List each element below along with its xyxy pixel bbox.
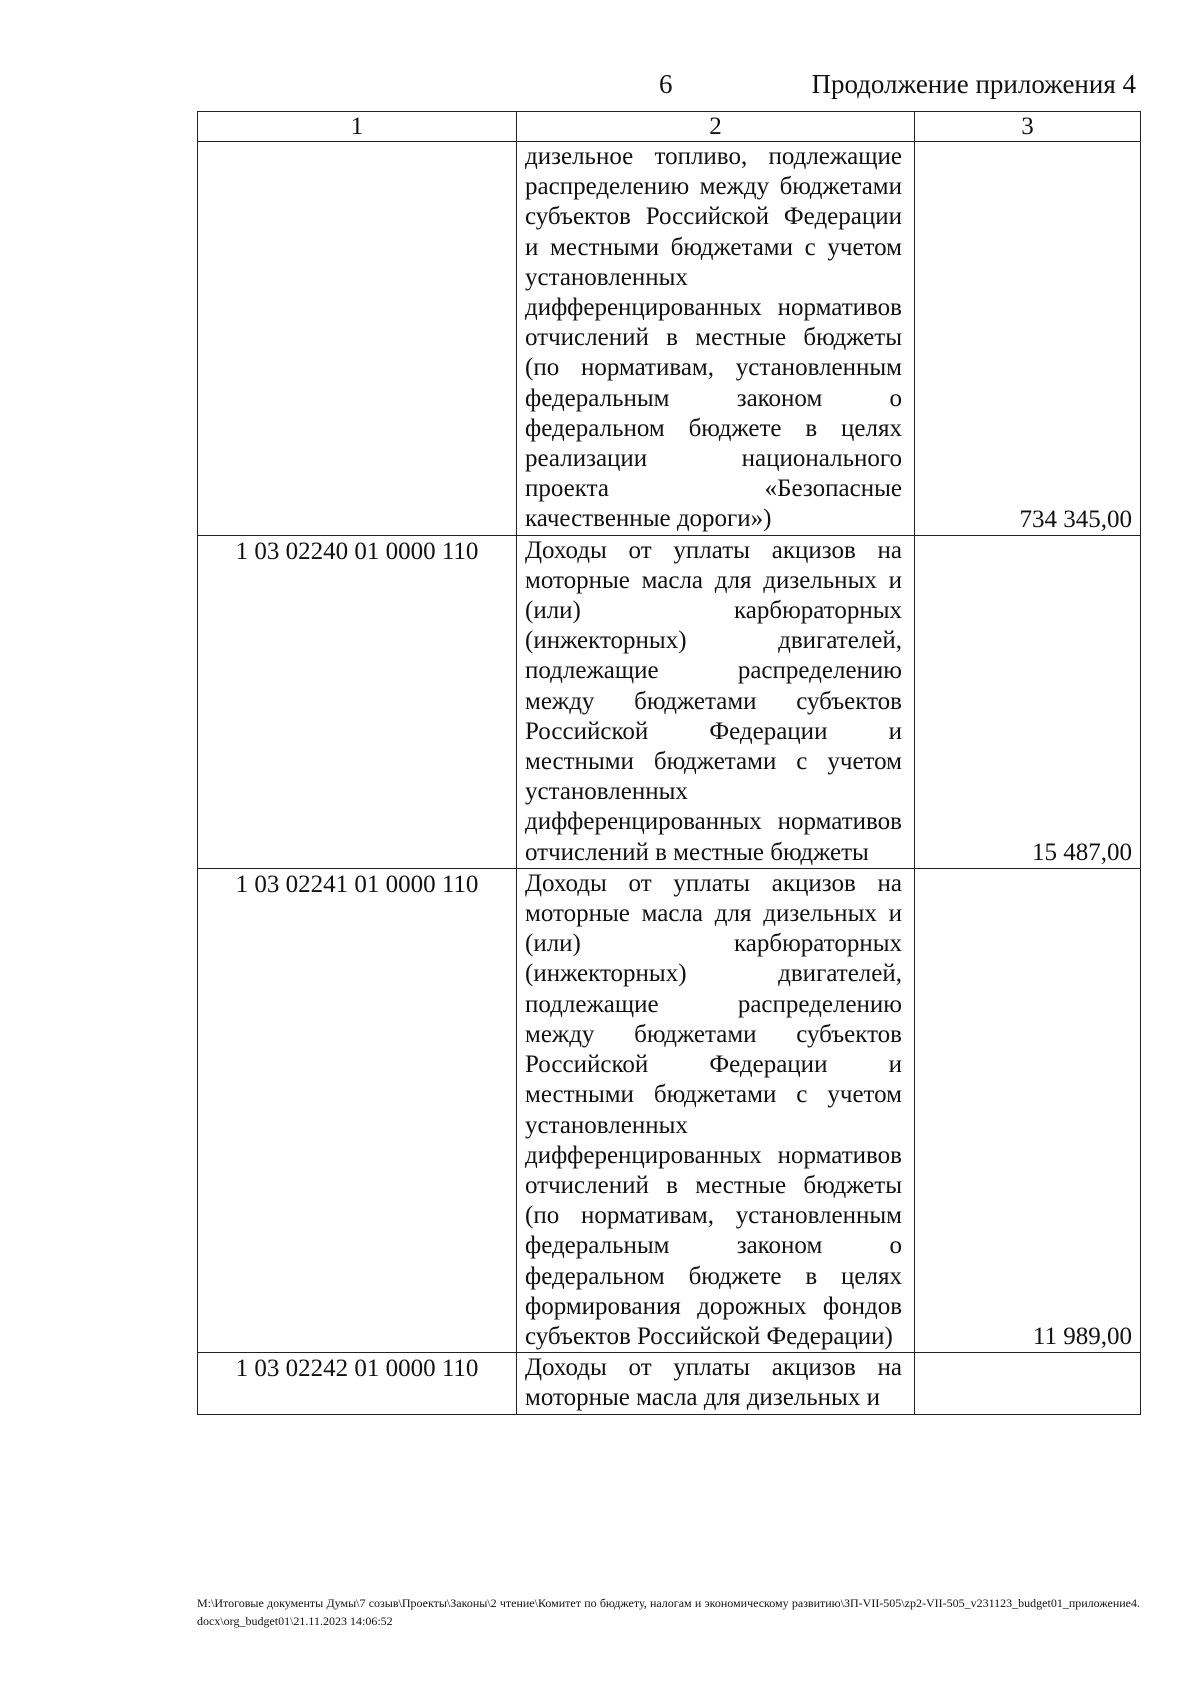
table-row [198,868,1141,1352]
document-file-path: M:\Итоговые документы Думы\7 созыв\Проекты\Законы\2 чтение\Комитет по бюджету, налогам и экономическому развитию\ЗП-VII-505\zp2-VII-505_v231123_budget01_приложение4.docx\org_budget01\21.11.2023 14:06:52 [197,1596,1140,1628]
row-name-cell [517,142,915,536]
table-row [198,142,1141,536]
column-header-code: 1 [198,112,517,142]
row-code [198,142,517,536]
row-name: Доходы от уплаты акцизов на моторные масла для дизельных и (или) карбюраторных (инжекторных) двигателей, подлежащие распределению между бюджетами субъектов Российской Федерации и местными бюджетами с учетом установленных дифференцированных нормативов отчислений в местные бюджеты [525,536,902,866]
row-code: 1 03 02240 01 0000 110 [198,535,517,868]
appendix-continuation-label: Продолжение приложения 4 [811,69,1136,99]
budget-revenue-table [197,111,1141,1415]
table-header-row [198,112,1141,142]
table-row [198,535,1141,868]
row-name: Доходы от уплаты акцизов на моторные масла для дизельных и (или) карбюраторных (инжекторных) двигателей, подлежащие распределению между бюджетами субъектов Российской Федерации и местными бюджетами с учетом установленных дифференцированных нормативов отчислений в местные бюджеты (по нормативам, установленным федеральным законом о федеральном бюджете в целях формирования дорожных фондов субъектов Российской Федерации) [525,869,902,1350]
row-name: дизельное топливо, подлежащие распределению между бюджетами субъектов Российской Федерации и местными бюджетами с учетом установленных дифференцированных нормативов отчислений в местные бюджеты (по нормативам, установленным федеральным законом о федеральном бюджете в целях реализации национального проекта «Безопасные качественные дороги») [525,143,902,533]
row-amount [915,1353,1141,1414]
row-name-cell [517,535,915,868]
row-name: Доходы от уплаты акцизов на моторные масла для дизельных и [525,1354,902,1412]
row-amount: 734 345,00 [915,142,1141,536]
page-number: 6 [659,69,673,99]
row-amount: 11 989,00 [915,868,1141,1352]
row-code: 1 03 02242 01 0000 110 [198,1353,517,1414]
row-code: 1 03 02241 01 0000 110 [198,868,517,1352]
row-amount: 15 487,00 [915,535,1141,868]
column-header-amount: 3 [915,112,1141,142]
row-name-cell [517,868,915,1352]
column-header-name: 2 [517,112,915,142]
row-name-cell [517,1353,915,1414]
table-row [198,1353,1141,1414]
